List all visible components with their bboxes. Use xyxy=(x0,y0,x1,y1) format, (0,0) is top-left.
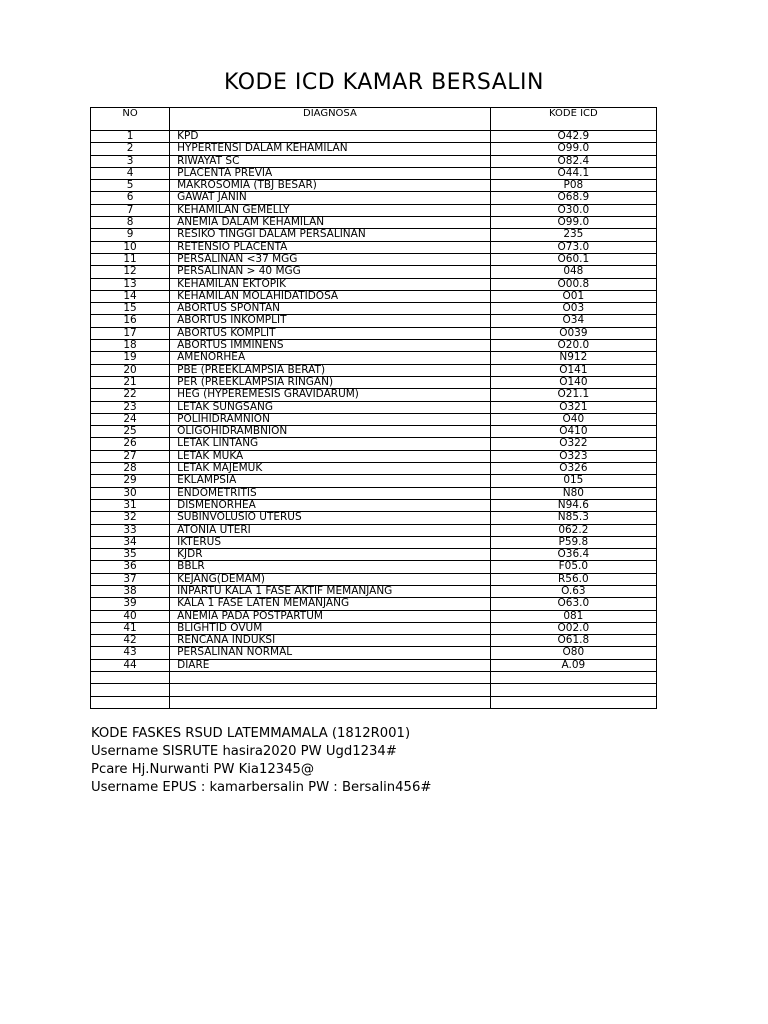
empty-cell xyxy=(91,696,170,708)
row-diagnosa: KEHAMILAN EKTOPIK xyxy=(170,278,491,290)
row-no: 14 xyxy=(91,290,170,302)
row-diagnosa: ENDOMETRITIS xyxy=(170,487,491,499)
table-row xyxy=(91,426,657,438)
table-row xyxy=(91,413,657,425)
row-kode-icd: N85.3 xyxy=(490,512,656,524)
row-diagnosa: LETAK MUKA xyxy=(170,450,491,462)
row-kode-icd: O99.0 xyxy=(490,143,656,155)
row-no: 34 xyxy=(91,536,170,548)
row-kode-icd: O323 xyxy=(490,450,656,462)
table-row xyxy=(91,376,657,388)
table-row xyxy=(91,487,657,499)
row-no: 37 xyxy=(91,573,170,585)
row-no: 44 xyxy=(91,659,170,671)
row-kode-icd: O99.0 xyxy=(490,217,656,229)
row-no: 4 xyxy=(91,167,170,179)
row-diagnosa: KJDR xyxy=(170,549,491,561)
row-kode-icd: O410 xyxy=(490,426,656,438)
row-diagnosa: RENCANA INDUKSI xyxy=(170,635,491,647)
table-row xyxy=(91,167,657,179)
row-diagnosa: KEJANG(DEMAM) xyxy=(170,573,491,585)
row-diagnosa: PBE (PREEKLAMPSIA BERAT) xyxy=(170,364,491,376)
row-kode-icd: A.09 xyxy=(490,659,656,671)
row-kode-icd: O63.0 xyxy=(490,598,656,610)
table-row xyxy=(91,512,657,524)
row-diagnosa: PER (PREEKLAMPSIA RINGAN) xyxy=(170,376,491,388)
row-kode-icd: O82.4 xyxy=(490,155,656,167)
row-diagnosa: DISMENORHEA xyxy=(170,499,491,511)
table-row xyxy=(91,598,657,610)
row-diagnosa: GAWAT JANIN xyxy=(170,192,491,204)
row-kode-icd: O73.0 xyxy=(490,241,656,253)
table-row xyxy=(91,217,657,229)
table-header-row xyxy=(91,108,657,131)
empty-cell xyxy=(490,672,656,684)
table-row xyxy=(91,389,657,401)
row-no: 1 xyxy=(91,131,170,143)
table-row xyxy=(91,155,657,167)
row-diagnosa: BLIGHTID OVUM xyxy=(170,622,491,634)
empty-cell xyxy=(170,672,491,684)
row-no: 9 xyxy=(91,229,170,241)
row-no: 27 xyxy=(91,450,170,462)
row-kode-icd: O40 xyxy=(490,413,656,425)
table-row xyxy=(91,536,657,548)
row-diagnosa: RESIKO TINGGI DALAM PERSALINAN xyxy=(170,229,491,241)
row-kode-icd: O01 xyxy=(490,290,656,302)
table-row xyxy=(91,475,657,487)
row-kode-icd: O80 xyxy=(490,647,656,659)
row-diagnosa: KEHAMILAN GEMELLY xyxy=(170,204,491,216)
row-diagnosa: DIARE xyxy=(170,659,491,671)
header-kode-icd: KODE ICD xyxy=(490,108,656,131)
table-row xyxy=(91,635,657,647)
row-no: 26 xyxy=(91,438,170,450)
row-kode-icd: O322 xyxy=(490,438,656,450)
row-diagnosa: KALA 1 FASE LATEN MEMANJANG xyxy=(170,598,491,610)
table-row xyxy=(91,278,657,290)
table-row xyxy=(91,143,657,155)
row-no: 41 xyxy=(91,622,170,634)
row-no: 38 xyxy=(91,585,170,597)
row-kode-icd: O34 xyxy=(490,315,656,327)
row-diagnosa: ABORTUS INKOMPLIT xyxy=(170,315,491,327)
row-no: 32 xyxy=(91,512,170,524)
row-diagnosa: POLIHIDRAMNION xyxy=(170,413,491,425)
table-row xyxy=(91,253,657,265)
table-row xyxy=(91,573,657,585)
row-diagnosa: IKTERUS xyxy=(170,536,491,548)
table-row xyxy=(91,315,657,327)
row-no: 43 xyxy=(91,647,170,659)
row-diagnosa: HYPERTENSI DALAM KEHAMILAN xyxy=(170,143,491,155)
table-row xyxy=(91,327,657,339)
table-row xyxy=(91,450,657,462)
table-row xyxy=(91,290,657,302)
row-no: 31 xyxy=(91,499,170,511)
row-no: 33 xyxy=(91,524,170,536)
row-diagnosa: OLIGOHIDRAMBNION xyxy=(170,426,491,438)
table-row xyxy=(91,192,657,204)
table-row xyxy=(91,647,657,659)
row-kode-icd: O60.1 xyxy=(490,253,656,265)
row-no: 15 xyxy=(91,303,170,315)
row-kode-icd: O68.9 xyxy=(490,192,656,204)
row-diagnosa: KPD xyxy=(170,131,491,143)
row-kode-icd: 235 xyxy=(490,229,656,241)
row-kode-icd: O039 xyxy=(490,327,656,339)
row-kode-icd: N912 xyxy=(490,352,656,364)
row-no: 6 xyxy=(91,192,170,204)
row-no: 25 xyxy=(91,426,170,438)
row-diagnosa: ANEMIA PADA POSTPARTUM xyxy=(170,610,491,622)
row-diagnosa: ABORTUS IMMINENS xyxy=(170,340,491,352)
note-faskes-code: KODE FASKES RSUD LATEMMAMALA (1812R001) xyxy=(91,726,411,741)
row-no: 13 xyxy=(91,278,170,290)
row-kode-icd: O30.0 xyxy=(490,204,656,216)
row-diagnosa: KEHAMILAN MOLAHIDATIDOSA xyxy=(170,290,491,302)
table-row xyxy=(91,131,657,143)
row-kode-icd: O03 xyxy=(490,303,656,315)
row-no: 36 xyxy=(91,561,170,573)
table-row xyxy=(91,585,657,597)
table-row xyxy=(91,204,657,216)
row-no: 8 xyxy=(91,217,170,229)
table-row xyxy=(91,352,657,364)
empty-cell xyxy=(91,684,170,696)
row-kode-icd: R56.0 xyxy=(490,573,656,585)
row-no: 17 xyxy=(91,327,170,339)
row-no: 35 xyxy=(91,549,170,561)
row-diagnosa: LETAK LINTANG xyxy=(170,438,491,450)
row-kode-icd: 081 xyxy=(490,610,656,622)
table-row xyxy=(91,438,657,450)
row-kode-icd: P08 xyxy=(490,180,656,192)
table-row xyxy=(91,561,657,573)
table-row xyxy=(91,266,657,278)
table-row xyxy=(91,180,657,192)
empty-table-row xyxy=(91,696,657,708)
row-no: 7 xyxy=(91,204,170,216)
row-diagnosa: ABORTUS KOMPLIT xyxy=(170,327,491,339)
row-kode-icd: O141 xyxy=(490,364,656,376)
table-row xyxy=(91,463,657,475)
header-diagnosa: DIAGNOSA xyxy=(170,108,491,131)
row-diagnosa: PLACENTA PREVIA xyxy=(170,167,491,179)
row-diagnosa: MAKROSOMIA (TBJ BESAR) xyxy=(170,180,491,192)
row-diagnosa: PERSALINAN NORMAL xyxy=(170,647,491,659)
table-row xyxy=(91,229,657,241)
credentials-notes xyxy=(91,725,431,797)
row-kode-icd: 062.2 xyxy=(490,524,656,536)
row-kode-icd: O321 xyxy=(490,401,656,413)
row-no: 39 xyxy=(91,598,170,610)
row-diagnosa: RETENSIO PLACENTA xyxy=(170,241,491,253)
table-row xyxy=(91,610,657,622)
row-kode-icd: P59.8 xyxy=(490,536,656,548)
empty-cell xyxy=(490,696,656,708)
row-kode-icd: O21.1 xyxy=(490,389,656,401)
row-no: 2 xyxy=(91,143,170,155)
row-no: 19 xyxy=(91,352,170,364)
row-diagnosa: PERSALINAN <37 MGG xyxy=(170,253,491,265)
row-no: 30 xyxy=(91,487,170,499)
empty-cell xyxy=(170,684,491,696)
row-diagnosa: AMENORHEA xyxy=(170,352,491,364)
empty-cell xyxy=(91,672,170,684)
row-diagnosa: HEG (HYPEREMESIS GRAVIDARUM) xyxy=(170,389,491,401)
row-diagnosa: ABORTUS SPONTAN xyxy=(170,303,491,315)
row-kode-icd: O61.8 xyxy=(490,635,656,647)
table-row xyxy=(91,622,657,634)
row-no: 23 xyxy=(91,401,170,413)
empty-table-row xyxy=(91,672,657,684)
row-diagnosa: ATONIA UTERI xyxy=(170,524,491,536)
row-kode-icd: N94.6 xyxy=(490,499,656,511)
row-diagnosa: LETAK SUNGSANG xyxy=(170,401,491,413)
row-no: 24 xyxy=(91,413,170,425)
note-pcare-credentials: Pcare Hj.Nurwanti PW Kia12345@ xyxy=(91,762,315,777)
icd-code-table xyxy=(90,107,657,709)
empty-cell xyxy=(490,684,656,696)
row-no: 12 xyxy=(91,266,170,278)
row-no: 3 xyxy=(91,155,170,167)
row-diagnosa: ANEMIA DALAM KEHAMILAN xyxy=(170,217,491,229)
row-no: 11 xyxy=(91,253,170,265)
note-epus-credentials: Username EPUS : kamarbersalin PW : Bersalin456# xyxy=(91,780,432,795)
table-body xyxy=(91,131,657,709)
note-sisrute-credentials: Username SISRUTE hasira2020 PW Ugd1234# xyxy=(91,744,397,759)
row-diagnosa: BBLR xyxy=(170,561,491,573)
row-no: 18 xyxy=(91,340,170,352)
row-diagnosa: EKLAMPSIA xyxy=(170,475,491,487)
table-row xyxy=(91,401,657,413)
table-row xyxy=(91,340,657,352)
empty-cell xyxy=(170,696,491,708)
row-kode-icd: O00.8 xyxy=(490,278,656,290)
row-diagnosa: INPARTU KALA 1 FASE AKTIF MEMANJANG xyxy=(170,585,491,597)
row-no: 20 xyxy=(91,364,170,376)
row-diagnosa: RIWAYAT SC xyxy=(170,155,491,167)
row-kode-icd: O36.4 xyxy=(490,549,656,561)
row-kode-icd: O20.0 xyxy=(490,340,656,352)
row-no: 29 xyxy=(91,475,170,487)
row-no: 28 xyxy=(91,463,170,475)
document-title: KODE ICD KAMAR BERSALIN xyxy=(224,70,544,95)
row-no: 10 xyxy=(91,241,170,253)
row-kode-icd: O02.0 xyxy=(490,622,656,634)
table-row xyxy=(91,241,657,253)
table-row xyxy=(91,524,657,536)
row-no: 21 xyxy=(91,376,170,388)
empty-table-row xyxy=(91,684,657,696)
row-diagnosa: SUBINVOLUSIO UTERUS xyxy=(170,512,491,524)
row-kode-icd: O326 xyxy=(490,463,656,475)
row-kode-icd: O42.9 xyxy=(490,131,656,143)
row-no: 42 xyxy=(91,635,170,647)
row-no: 40 xyxy=(91,610,170,622)
table-row xyxy=(91,659,657,671)
row-kode-icd: O.63 xyxy=(490,585,656,597)
row-diagnosa: PERSALINAN > 40 MGG xyxy=(170,266,491,278)
row-kode-icd: N80 xyxy=(490,487,656,499)
row-kode-icd: 015 xyxy=(490,475,656,487)
row-no: 5 xyxy=(91,180,170,192)
header-no: NO xyxy=(91,108,170,131)
row-diagnosa: LETAK MAJEMUK xyxy=(170,463,491,475)
table-row xyxy=(91,499,657,511)
row-kode-icd: O44.1 xyxy=(490,167,656,179)
table-row xyxy=(91,549,657,561)
row-kode-icd: O140 xyxy=(490,376,656,388)
row-no: 22 xyxy=(91,389,170,401)
table-row xyxy=(91,303,657,315)
row-kode-icd: 048 xyxy=(490,266,656,278)
row-kode-icd: F05.0 xyxy=(490,561,656,573)
row-no: 16 xyxy=(91,315,170,327)
table-row xyxy=(91,364,657,376)
